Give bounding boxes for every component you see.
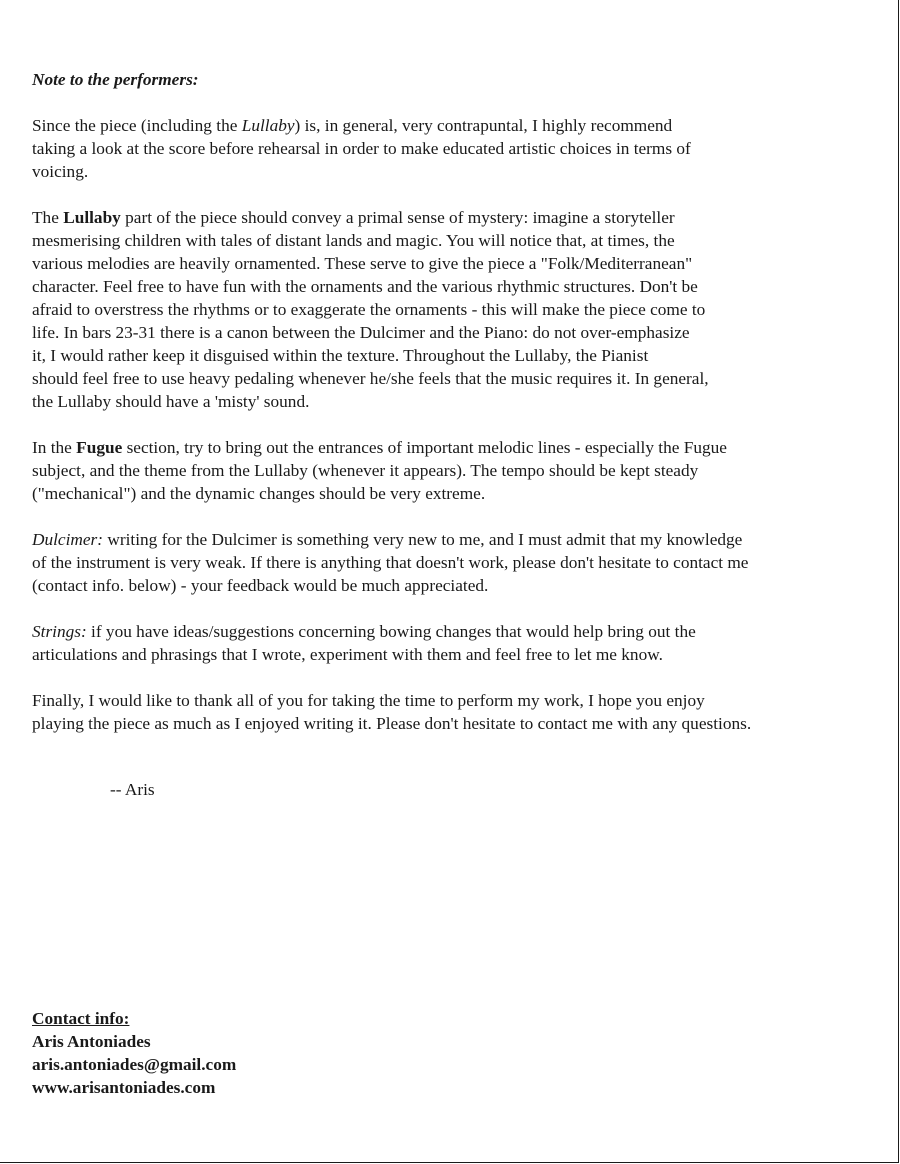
contact-email: aris.antoniades@gmail.com	[32, 1055, 237, 1074]
paragraph-line: (contact info. below) - your feedback would be much appreciated.	[32, 576, 489, 595]
paragraph-line: afraid to overstress the rhythms or to exaggerate the ornaments - this will make the piece come to	[32, 300, 706, 319]
notes-body	[32, 68, 882, 758]
paragraph-thanks	[32, 689, 882, 735]
paragraph-line: In the Fugue section, try to bring out the entrances of important melodic lines - especially the Fugue	[32, 438, 727, 457]
strings-italic: Strings:	[32, 622, 87, 641]
paragraph-line: articulations and phrasings that I wrote, experiment with them and feel free to let me know.	[32, 645, 663, 664]
paragraph-line: it, I would rather keep it disguised within the texture. Throughout the Lullaby, the Pianist	[32, 346, 649, 365]
paragraph-dulcimer	[32, 528, 882, 597]
dulcimer-italic: Dulcimer:	[32, 530, 104, 549]
paragraph-line: Finally, I would like to thank all of you for taking the time to perform my work, I hope you enjoy	[32, 691, 705, 710]
paragraph-line: Dulcimer: writing for the Dulcimer is something very new to me, and I must admit that my knowledge	[32, 530, 743, 549]
paragraph-line: ("mechanical") and the dynamic changes should be very extreme.	[32, 484, 486, 503]
paragraph-line: Since the piece (including the Lullaby) is, in general, very contrapuntal, I highly recommend	[32, 116, 673, 135]
paragraph-line: subject, and the theme from the Lullaby (whenever it appears). The tempo should be kept steady	[32, 461, 699, 480]
paragraph-line: life. In bars 23-31 there is a canon between the Dulcimer and the Piano: do not over-emphasize	[32, 323, 690, 342]
notes-heading: Note to the performers:	[32, 70, 199, 89]
paragraph-line: should feel free to use heavy pedaling whenever he/she feels that the music requires it. In general,	[32, 369, 709, 388]
fugue-bold: Fugue	[76, 438, 123, 457]
lullaby-bold: Lullaby	[63, 208, 121, 227]
paragraph-lullaby	[32, 206, 882, 413]
paragraph-line: mesmerising children with tales of distant lands and magic. You will notice that, at times, the	[32, 231, 675, 250]
paragraph-intro	[32, 114, 882, 183]
paragraph-line: voicing.	[32, 162, 89, 181]
contact-title: Contact info:	[32, 1009, 130, 1028]
paragraph-fugue	[32, 436, 882, 505]
lullaby-italic: Lullaby	[241, 116, 295, 135]
paragraph-line: of the instrument is very weak. If there is anything that doesn't work, please don't hesitate to contact me	[32, 553, 749, 572]
paragraph-line: playing the piece as much as I enjoyed writing it. Please don't hesitate to contact me with any questions.	[32, 714, 752, 733]
contact-name: Aris Antoniades	[32, 1032, 151, 1051]
paragraph-line: the Lullaby should have a 'misty' sound.	[32, 392, 310, 411]
paragraph-strings	[32, 620, 882, 666]
paragraph-line: taking a look at the score before rehearsal in order to make educated artistic choices in terms of	[32, 139, 691, 158]
paragraph-line: Strings: if you have ideas/suggestions concerning bowing changes that would help bring out the	[32, 622, 696, 641]
paragraph-line: character. Feel free to have fun with the ornaments and the various rhythmic structures. Don't be	[32, 277, 698, 296]
paragraph-line: The Lullaby part of the piece should convey a primal sense of mystery: imagine a storyteller	[32, 208, 675, 227]
contact-website: www.arisantoniades.com	[32, 1078, 216, 1097]
signature: -- Aris	[110, 780, 155, 799]
contact-block	[32, 1007, 236, 1099]
paragraph-line: various melodies are heavily ornamented. These serve to give the piece a "Folk/Mediterranean"	[32, 254, 693, 273]
